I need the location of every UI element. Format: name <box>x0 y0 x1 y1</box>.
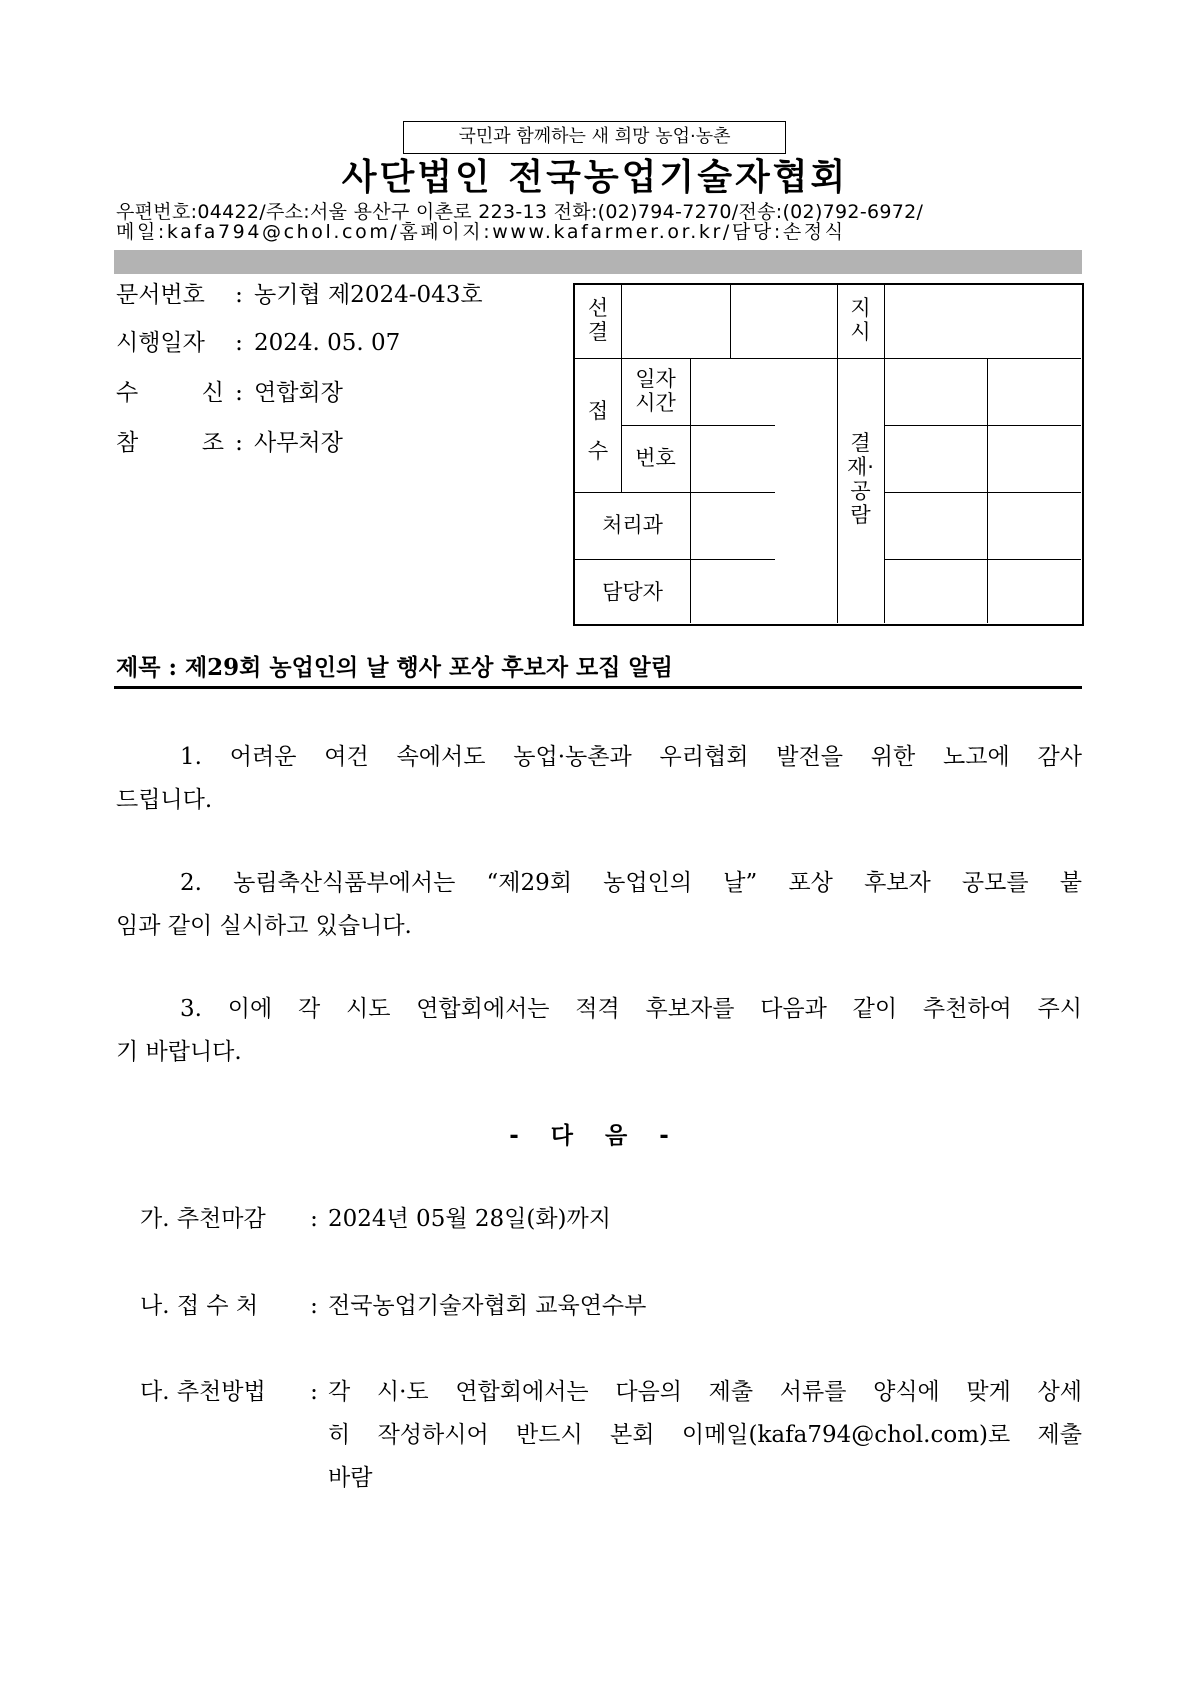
beonho-label: 번호 <box>635 446 676 470</box>
address-line: 우편번호:04422/주소:서울 용산구 이촌로 223-13 전화:(02)794-7270/전송:(02)792-6972/ <box>116 201 924 223</box>
meta-recipient: 수 신 : 연합회장 <box>116 380 343 406</box>
item-method: 다. 추천방법 : <box>140 1371 328 1414</box>
organization-name: 사단법인 전국농업기술자협회 <box>341 157 849 198</box>
paragraph-1 <box>116 736 1082 822</box>
cheorigwa-label: 처리과 <box>602 513 663 537</box>
meta-value: 사무처장 <box>254 430 343 456</box>
meta-value: 2024. 05. 07 <box>254 330 401 356</box>
meta-label: 시행일자 <box>116 330 205 356</box>
item-value-line: 히 작성하시어 반드시 본회 이메일(kafa794@chol.com)로 제출 <box>328 1422 1082 1448</box>
paragraph-2 <box>116 862 1082 948</box>
subject-title: 제목 : 제29회 농업인의 날 행사 포상 후보자 모집 알림 <box>116 654 673 681</box>
item-label: 가. 추천마감 <box>140 1206 266 1232</box>
approval-grid <box>573 283 1084 626</box>
paragraph-line: 1. 어려운 여건 속에서도 농업·농촌과 우리협회 발전을 위한 노고에 감사 <box>180 744 1082 770</box>
damdangja-label: 담당자 <box>602 580 663 604</box>
meta-label: 참 조 <box>116 430 224 456</box>
paragraph-line: 3. 이에 각 시도 연합회에서는 적격 후보자를 다음과 같이 추천하여 주시 <box>180 996 1082 1022</box>
item-value-line: 바람 <box>328 1465 373 1491</box>
paragraph-3 <box>116 988 1082 1074</box>
paragraph-line: 2. 농림축산식품부에서는 “제29회 농업인의 날” 포상 후보자 공모를 붙 <box>180 870 1082 896</box>
paragraph-line: 기 바랍니다. <box>116 1039 242 1065</box>
item-method-value <box>328 1371 1082 1500</box>
subject-underline <box>114 686 1082 689</box>
item-deadline: 가. 추천마감 : 2024년 05월 28일(화)까지 <box>140 1198 611 1241</box>
item-value: 전국농업기술자협회 교육연수부 <box>328 1293 647 1319</box>
item-label: 나. 접 수 처 <box>140 1293 259 1319</box>
ilja-sigan-label: 일자 시간 <box>635 367 676 415</box>
paragraph-line: 드립니다. <box>116 787 213 813</box>
meta-value: 연합회장 <box>254 380 343 406</box>
meta-label: 수 신 <box>116 380 224 406</box>
meta-date: 시행일자 : 2024. 05. 07 <box>116 330 401 356</box>
slogan-box: 국민과 함께하는 새 희망 농업·농촌 <box>403 121 786 154</box>
section-title: - 다 음 - <box>509 1123 681 1149</box>
header-divider-bar <box>114 250 1082 274</box>
item-receiver: 나. 접 수 처 : 전국농업기술자협회 교육연수부 <box>140 1285 646 1328</box>
jisi-label: 지 시 <box>850 296 871 344</box>
paragraph-line: 임과 같이 실시하고 있습니다. <box>116 913 412 939</box>
item-value-line: 각 시·도 연합회에서는 다음의 제출 서류를 양식에 맞게 상세 <box>328 1379 1082 1405</box>
meta-doc-number: 문서번호 : 농기협 제2024-043호 <box>116 282 483 308</box>
item-value: 2024년 05월 28일(화)까지 <box>328 1206 611 1232</box>
contact-line: 메일:kafa794@chol.com/홈페이지:www.kafarmer.or.kr/담당:손정식 <box>116 221 846 243</box>
seongyeol-label: 선 결 <box>587 296 609 344</box>
item-label: 다. 추천방법 <box>140 1379 266 1405</box>
gyeoljae-label: 결 재· 공 람 <box>847 431 874 527</box>
meta-value: 농기협 제2024-043호 <box>254 282 483 308</box>
meta-reference: 참 조 : 사무처장 <box>116 430 343 456</box>
meta-label: 문서번호 <box>116 282 205 308</box>
jeopsu-label: 접 수 <box>587 399 609 463</box>
